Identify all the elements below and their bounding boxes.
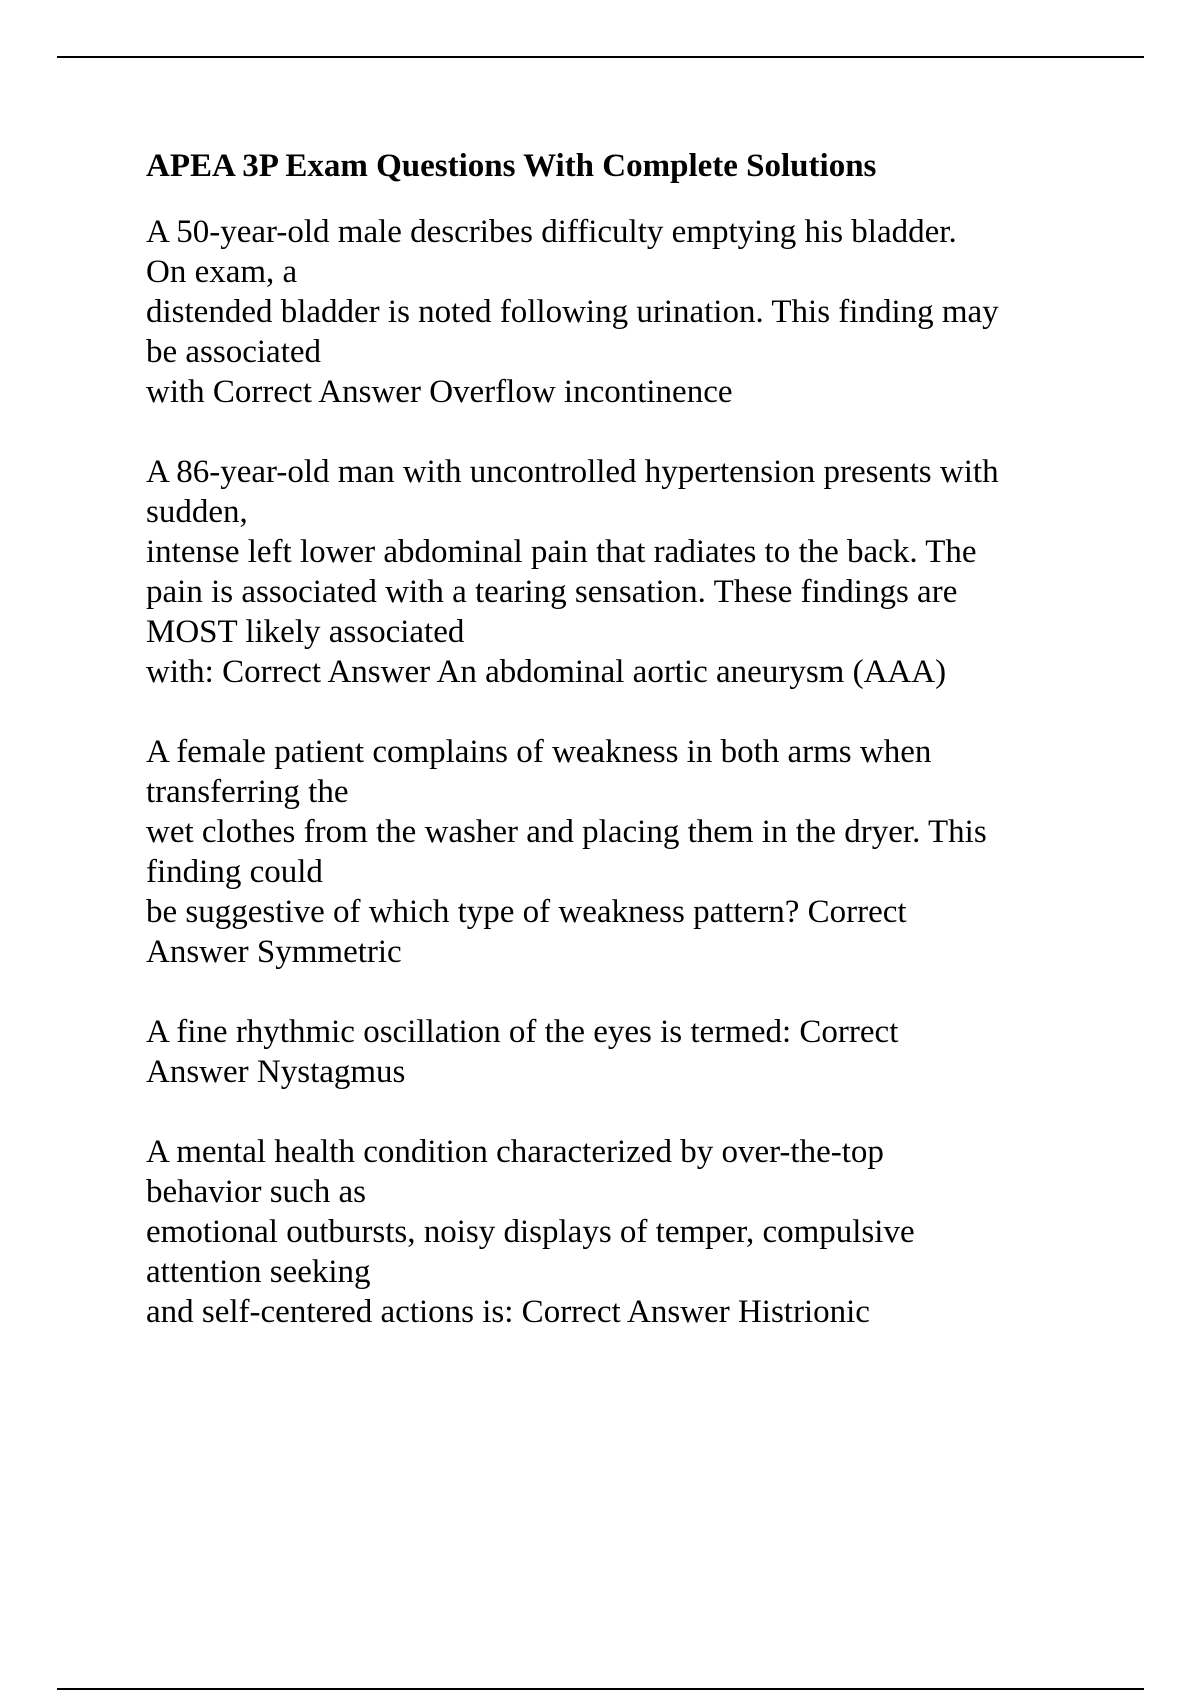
answer-line: with: Correct Answer An abdominal aortic aneurysm (AAA) — [146, 654, 947, 690]
footer-rule — [57, 1688, 1144, 1690]
question-line: attention seeking — [146, 1254, 371, 1290]
answer-line: Answer Symmetric — [146, 934, 402, 970]
header-rule — [57, 56, 1144, 58]
question-item — [146, 212, 1106, 412]
document-body — [146, 140, 1106, 1372]
question-line: A 50-year-old male describes difficulty emptying his bladder. — [146, 214, 957, 250]
question-line: be suggestive of which type of weakness pattern? Correct — [146, 894, 907, 930]
question-line: wet clothes from the washer and placing them in the dryer. This — [146, 814, 987, 850]
question-line: transferring the — [146, 774, 349, 810]
answer-line: with Correct Answer Overflow incontinence — [146, 374, 733, 410]
question-line: A mental health condition characterized by over-the-top — [146, 1134, 884, 1170]
question-line: be associated — [146, 334, 322, 370]
question-item — [146, 1132, 1106, 1332]
question-line: sudden, — [146, 494, 248, 530]
question-line: pain is associated with a tearing sensation. These findings are — [146, 574, 958, 610]
question-line: On exam, a — [146, 254, 298, 290]
question-item — [146, 732, 1106, 972]
question-line: A fine rhythmic oscillation of the eyes is termed: Correct — [146, 1014, 899, 1050]
question-line: A 86-year-old man with uncontrolled hypertension presents with — [146, 454, 999, 490]
answer-line: and self-centered actions is: Correct Answer Histrionic — [146, 1294, 870, 1330]
question-line: behavior such as — [146, 1174, 366, 1210]
question-line: MOST likely associated — [146, 614, 465, 650]
answer-line: Answer Nystagmus — [146, 1054, 406, 1090]
question-line: distended bladder is noted following urination. This finding may — [146, 294, 999, 330]
question-item — [146, 1012, 1106, 1092]
question-line: A female patient complains of weakness in both arms when — [146, 734, 932, 770]
question-line: intense left lower abdominal pain that radiates to the back. The — [146, 534, 977, 570]
question-line: finding could — [146, 854, 323, 890]
question-line: emotional outbursts, noisy displays of temper, compulsive — [146, 1214, 915, 1250]
question-item — [146, 452, 1106, 692]
document-title: APEA 3P Exam Questions With Complete Solutions — [146, 148, 877, 184]
